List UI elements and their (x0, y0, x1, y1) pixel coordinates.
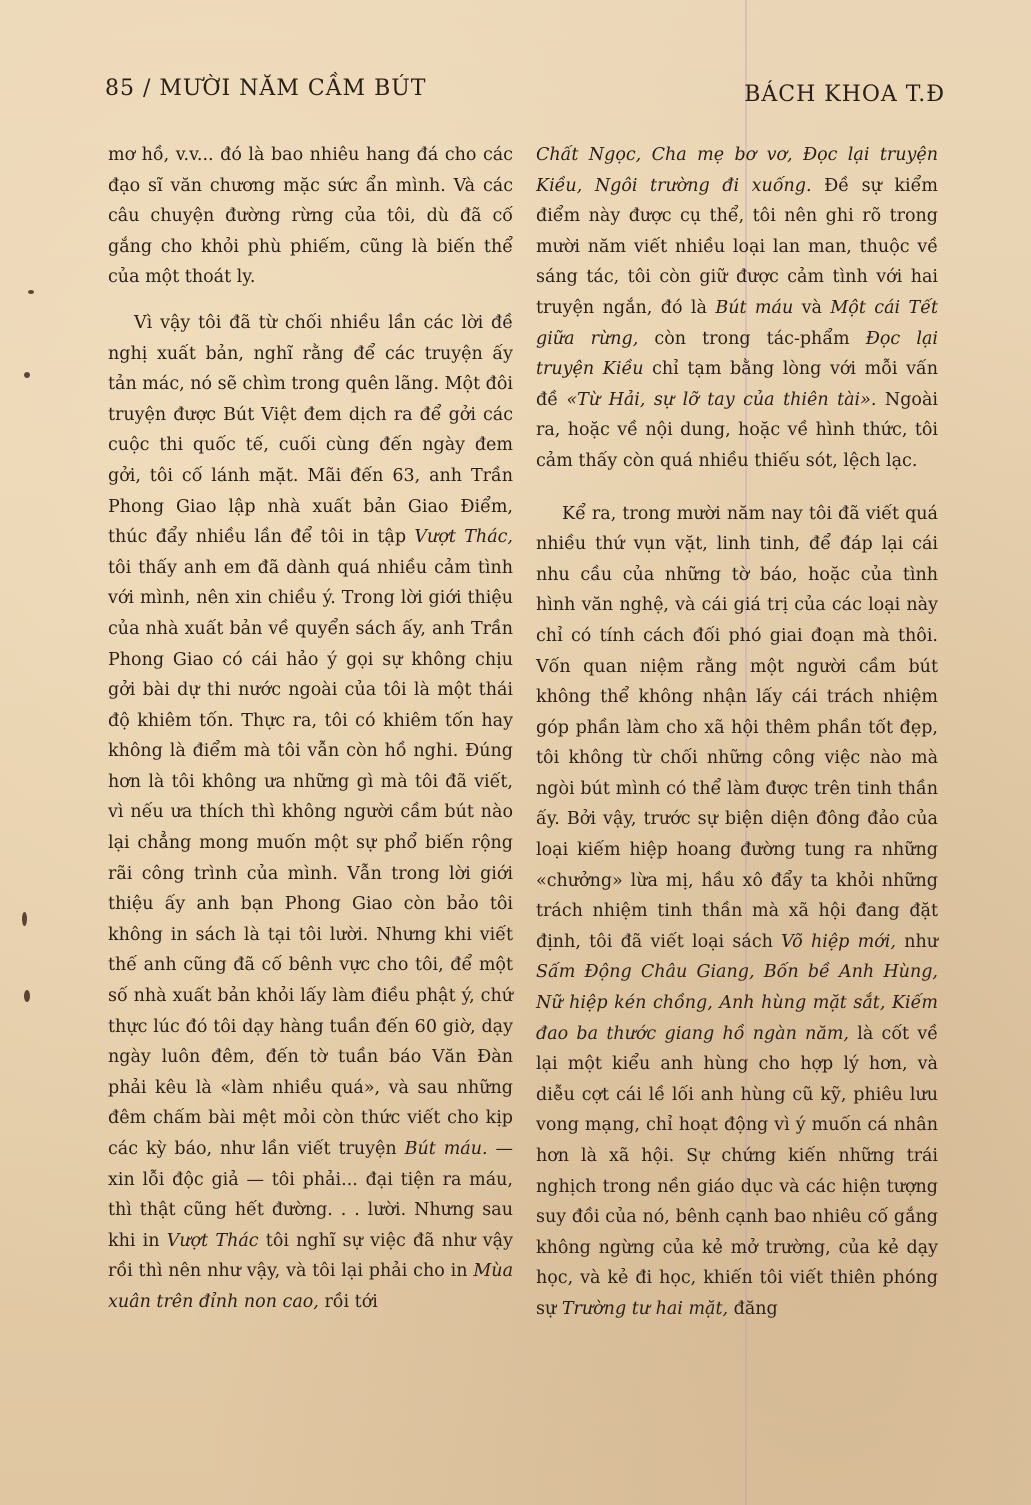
book-title: Vượt Thác, (414, 527, 513, 548)
right-column (536, 140, 938, 1325)
quoted-title: «Từ Hải, sự lỡ tay của thiên tài». (566, 389, 877, 410)
page-header (105, 76, 945, 110)
text-run: và (793, 297, 831, 318)
paragraph (536, 140, 938, 477)
book-title: Một cái Tết giữa rừng, (536, 297, 938, 349)
book-title: Vượt Thác (166, 1230, 259, 1251)
left-column (108, 140, 513, 1318)
paragraph (108, 308, 513, 1318)
paragraph (536, 499, 938, 1325)
binding-hole-mark (28, 290, 34, 294)
book-title: Mùa xuân trên đỉnh non cao, (108, 1261, 513, 1312)
binding-hole-mark (24, 372, 30, 378)
text-run: chỉ tạm bằng lòng với mỗi vấn đề (536, 359, 938, 410)
text-run: là cốt về lại một kiểu anh hùng cho hợp lý hơn, và diễu cợt cái lề lối anh hùng cũ kỹ, phiêu lưu vong mạng, chỉ hoạt động vì ý muốn cá nhân hơn là xã hội. Sự chứng kiến những trái nghịch trong nền giáo dục và các hiện tượng suy đồi của nó, bênh cạnh bao nhiêu cố gắng không ngừng của kẻ mở trường, của kẻ dạy học, và kẻ đi học, khiến tôi viết thiên phóng sự (536, 1023, 938, 1319)
book-title: Chất Ngọc, Cha mẹ bơ vơ, Đọc lại truyện Kiều, Ngôi trường đi xuống. (536, 145, 938, 196)
header-publication: BÁCH KHOA T.Đ (744, 82, 945, 107)
text-run: Ngoài ra, hoặc về nội dung, hoặc về hình thức, tôi cảm thấy còn quá nhiều thiếu sót, lệch lạc. (536, 389, 938, 471)
book-title: Trường tư hai mặt, (561, 1298, 729, 1319)
text-run: tôi nghĩ sự việc đã như vậy rồi thì nên như vậy, và tôi lại phải cho in (108, 1230, 514, 1282)
paragraph: mơ hồ, v.v... đó là bao nhiêu hang đá cho các đạo sĩ văn chương mặc sức ẩn mình. Và các câu chuyện đường rừng của tôi, dù đã cố gắng cho khỏi phù phiếm, cũng là biến thể của một thoát ly. (108, 145, 513, 288)
book-title: Võ hiệp mới, (781, 931, 896, 952)
binding-hole-mark (24, 990, 30, 1002)
text-run: rồi tới (318, 1291, 378, 1312)
text-run: Đề sự kiểm điểm này được cụ thể, tôi nên ghi rõ trong mười năm viết nhiều loại lan man, thuộc về sáng tác, tôi còn giữ được cảm tình với hai truyện ngắn, đó là (536, 175, 938, 318)
text-run: Vì vậy tôi đã từ chối nhiều lần các lời đề nghị xuất bản, nghĩ rằng để các truyện ấy tản mác, nó sẽ chìm trong quên lãng. Một đôi truyện được Bút Việt đem dịch ra để gởi các cuộc thi quốc tế, cuối cùng đến ngày đem gởi, tôi cố lánh mặt. Mãi đến 63, anh Trần Phong Giao lập nhà xuất bản Giao Điểm, thúc đẩy nhiều lần để tôi in tập (108, 312, 513, 548)
text-run: còn trong tác-phẩm (638, 328, 866, 349)
binding-hole-mark (22, 912, 27, 926)
text-run: Kể ra, trong mười năm nay tôi đã viết quá nhiều thứ vụn vặt, linh tinh, để đáp lại cái nhu cầu của những tờ báo, hoặc của tình hình văn nghệ, và cái giá trị của các loại này chỉ có tính cách đối phó giai đoạn mà thôi. Vốn quan niệm rằng một người cầm bút không thể không nhận lấy cái trách nhiệm góp phần làm cho xã hội thêm phần tốt đẹp, tôi không từ chối những công việc nào mà ngòi bút mình có thể làm được trên tinh thần ấy. Bởi vậy, trước sự biện diện đông đảo của loại kiếm hiệp hoang đường tung ra những «chưởng» lừa mị, hầu xô đẩy ta khỏi những trách nhiệm tinh thần mà xã hội đang đặt định, tôi đã viết loại sách (536, 503, 938, 952)
text-run: tôi thấy anh em đã dành quá nhiều cảm tình với mình, nên xin chiều ý. Trong lời giới thiệu của nhà xuất bản về quyển sách ấy, anh Trần Phong Giao có cái hảo ý gọi sự không chịu gởi bài dự thi nước ngoài của tôi là một thái độ khiêm tốn. Thực ra, tôi có khiêm tốn hay không là điểm mà tôi vẫn còn hồ nghi. Đúng hơn là tôi không ưa những gì mà tôi đã viết, vì nếu ưa thích thì không người cầm bút nào lại chẳng mong muốn một sự phổ biến rộng rãi công trình của mình. Vẫn trong lời giới thiệu ấy anh bạn Phong Giao còn bảo tôi không in sách là tại tôi lười. Nhưng khi viết thế anh cũng đã cố bênh vực cho tôi, để một số nhà xuất bản khỏi lấy làm điều phật ý, chứ thực lúc đó tôi dạy hàng tuần đến 60 giờ, dạy ngày luôn đêm, đến tờ tuần báo Văn Đàn phải kêu là «làm nhiều quá», và sau những đêm chấm bài mệt mỏi còn thức viết cho kịp các kỳ báo, như lần viết truyện (108, 557, 513, 1159)
text-run: đăng (728, 1298, 778, 1319)
book-title: Bút máu. (404, 1139, 488, 1159)
header-page-number-title: 85 / MƯỜI NĂM CẦM BÚT (105, 76, 427, 101)
book-title: Đọc lại truyện Kiều (536, 328, 938, 380)
text-run: — xin lỗi độc giả — tôi phải... đại tiện ra máu, thì thật cũng hết đường. . . lười. Nhưng sau khi in (108, 1139, 513, 1251)
book-title: Sấm Động Châu Giang, Bốn bề Anh Hùng, Nữ hiệp kén chồng, Anh hùng mặt sắt, Kiếm đao ba thước giang hồ ngàn năm, (536, 962, 938, 1044)
text-run: như (895, 931, 938, 952)
book-title: Bút máu (715, 297, 794, 318)
